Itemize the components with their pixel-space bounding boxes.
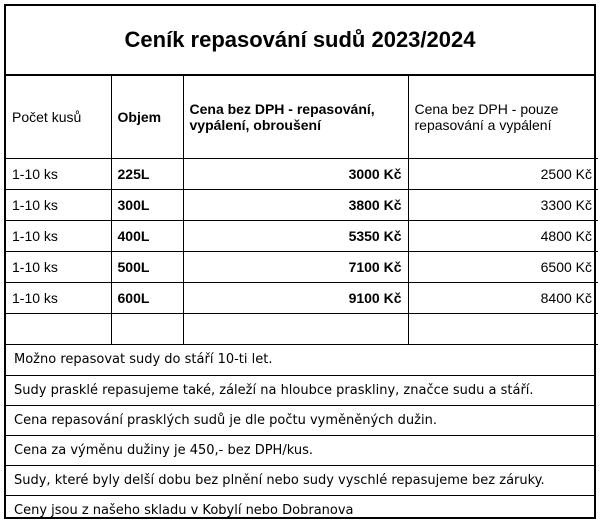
cell-quantity: 1-10 ks: [6, 189, 111, 220]
cell-price-basic: 2500 Kč: [408, 158, 598, 189]
cell-price-full: 9100 Kč: [183, 282, 408, 313]
table-header-row: [6, 76, 598, 158]
table-row: [6, 282, 598, 313]
cell-quantity: 1-10 ks: [6, 158, 111, 189]
price-list-sheet: [4, 4, 596, 519]
page-title: Ceník repasování sudů 2023/2024: [6, 6, 594, 76]
header-volume: Objem: [111, 76, 183, 158]
cell-volume: 225L: [111, 158, 183, 189]
header-quantity: Počet kusů: [6, 76, 111, 158]
cell-price-full: 3000 Kč: [183, 158, 408, 189]
cell-quantity: 1-10 ks: [6, 282, 111, 313]
cell-price-basic: 8400 Kč: [408, 282, 598, 313]
price-table: [6, 76, 598, 345]
header-price-full: Cena bez DPH - repasování, vypálení, obroušení: [183, 76, 408, 158]
note-line: Cena za výměnu dužiny je 450,- bez DPH/kus.: [6, 435, 594, 465]
table-row: [6, 189, 598, 220]
cell-price-basic: 3300 Kč: [408, 189, 598, 220]
note-line: Sudy prasklé repasujeme také, záleží na hloubce praskliny, značce sudu a stáří.: [6, 375, 594, 405]
cell-price-basic: 4800 Kč: [408, 220, 598, 251]
empty-cell: [111, 313, 183, 344]
cell-price-full: 7100 Kč: [183, 251, 408, 282]
table-row: [6, 220, 598, 251]
cell-price-basic: 6500 Kč: [408, 251, 598, 282]
empty-cell: [183, 313, 408, 344]
cell-quantity: 1-10 ks: [6, 220, 111, 251]
cell-volume: 500L: [111, 251, 183, 282]
empty-cell: [6, 313, 111, 344]
header-price-basic: Cena bez DPH - pouze repasování a vypálení: [408, 76, 598, 158]
cell-quantity: 1-10 ks: [6, 251, 111, 282]
cell-volume: 300L: [111, 189, 183, 220]
cell-price-full: 3800 Kč: [183, 189, 408, 220]
cell-price-full: 5350 Kč: [183, 220, 408, 251]
table-row-empty: [6, 313, 598, 344]
note-line: Ceny jsou z našeho skladu v Kobylí nebo Dobranova: [6, 495, 594, 525]
note-line: Sudy, které byly delší dobu bez plnění nebo sudy vyschlé repasujeme bez záruky.: [6, 465, 594, 495]
note-line: Cena repasování prasklých sudů je dle počtu vyměněných dužin.: [6, 405, 594, 435]
cell-volume: 600L: [111, 282, 183, 313]
note-line: Možno repasovat sudy do stáří 10-ti let.: [14, 352, 273, 367]
empty-cell: [408, 313, 598, 344]
table-row: [6, 158, 598, 189]
table-row: [6, 251, 598, 282]
cell-volume: 400L: [111, 220, 183, 251]
notes-section: [6, 345, 594, 525]
